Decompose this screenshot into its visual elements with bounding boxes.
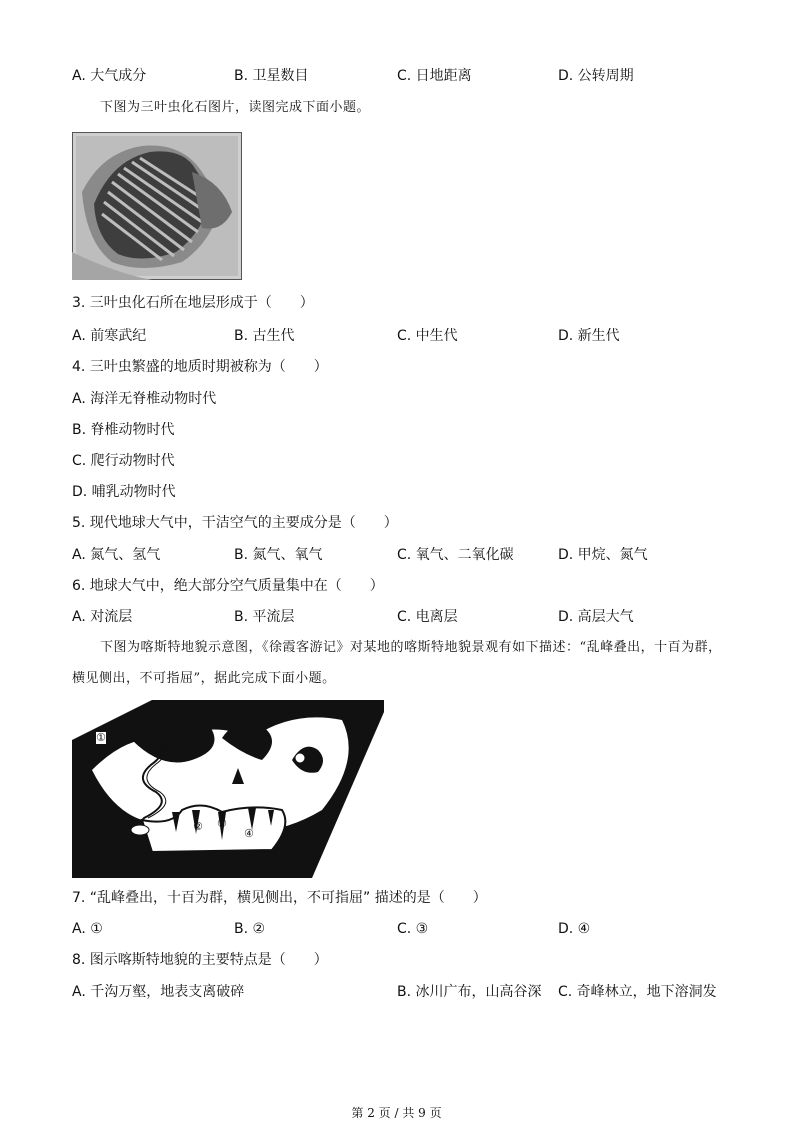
q4-stem: 4. 三叶虫繁盛的地质时期被称为（ ） [72,359,328,375]
q2-option-c: C. 日地距离 [397,68,472,84]
q5-option-a: A. 氮气、氢气 [72,547,161,563]
q6-option-c: C. 电离层 [397,609,458,625]
q3-option-c: C. 中生代 [397,328,458,344]
q8-option-a: A. 千沟万壑，地表支离破碎 [72,984,245,1000]
q5-stem: 5. 现代地球大气中，干洁空气的主要成分是（ ） [72,515,398,531]
q7-option-c: C. ③ [397,921,429,937]
q7-option-a: A. ① [72,921,103,937]
q3-option-a: A. 前寒武纪 [72,328,147,344]
figure-label-3: ③ [217,817,227,830]
q4-option-c: C. 爬行动物时代 [72,453,175,469]
page-footer: 第 2 页 / 共 9 页 [351,1106,442,1120]
q4-option-a: A. 海洋无脊椎动物时代 [72,391,217,407]
q7-option-d: D. ④ [558,921,591,937]
q2-option-a: A. 大气成分 [72,68,147,84]
q6-option-a: A. 对流层 [72,609,133,625]
q8-option-c: C. 奇峰林立，地下溶洞发 [558,984,717,1000]
karst-landform-diagram [72,700,384,878]
figure-label-1: ① [96,731,106,744]
q3-option-d: D. 新生代 [558,328,620,344]
intro-trilobite: 下图为三叶虫化石图片，读图完成下面小题。 [100,100,371,115]
q6-option-b: B. 平流层 [234,609,295,625]
q3-stem: 3. 三叶虫化石所在地层形成于（ ） [72,295,314,311]
q4-option-d: D. 哺乳动物时代 [72,484,176,500]
q6-option-d: D. 高层大气 [558,609,634,625]
figure-label-4: ④ [244,827,254,840]
q5-option-d: D. 甲烷、氮气 [558,547,648,563]
q4-option-b: B. 脊椎动物时代 [72,422,175,438]
q2-option-b: B. 卫星数目 [234,68,309,84]
q5-option-b: B. 氮气、氧气 [234,547,323,563]
q6-stem: 6. 地球大气中，绝大部分空气质量集中在（ ） [72,578,384,594]
q7-stem: 7. “乱峰叠出，十百为群，横见侧出，不可指屈” 描述的是（ ） [72,890,487,906]
q8-stem: 8. 图示喀斯特地貌的主要特点是（ ） [72,952,328,968]
q5-option-c: C. 氧气、二氧化碳 [397,547,514,563]
intro-karst: 下图为喀斯特地貌示意图，《徐霞客游记》对某地的喀斯特地貌景观有如下描述：“乱峰叠出，十百为群，横见侧出，不可指屈”，据此完成下面小题。 [72,640,722,686]
q8-option-b: B. 冰川广布，山高谷深 [397,984,542,1000]
figure-label-2: ② [193,820,203,833]
trilobite-fossil-image [72,132,242,280]
q2-option-d: D. 公转周期 [558,68,634,84]
q3-option-b: B. 古生代 [234,328,295,344]
q7-option-b: B. ② [234,921,266,937]
